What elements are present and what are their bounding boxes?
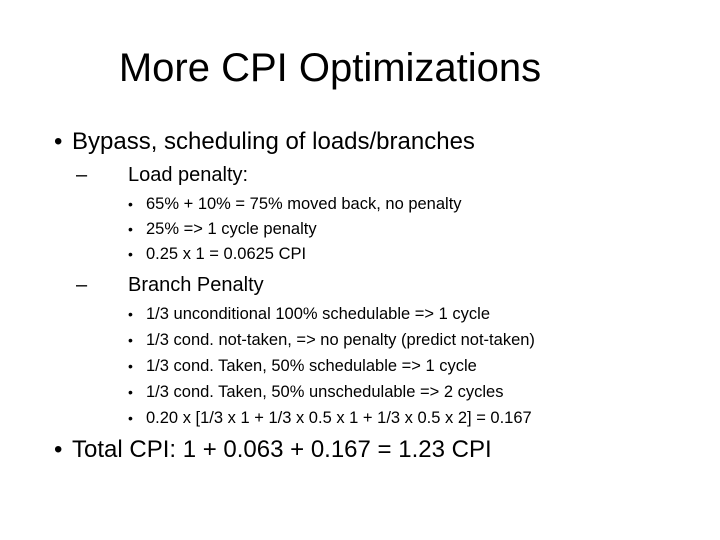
bullet-icon: • (128, 196, 133, 212)
point (128, 303, 490, 325)
bullet-icon: • (128, 221, 133, 237)
bullet-item (54, 127, 475, 157)
point-text: 0.25 x 1 = 0.0625 CPI (146, 245, 307, 263)
bullet-icon: • (128, 358, 133, 374)
bullet-icon: • (128, 410, 133, 426)
sub-item (76, 272, 264, 298)
bullet-text: Bypass, scheduling of loads/branches (72, 128, 475, 155)
sub-item-text: Branch Penalty (128, 274, 264, 296)
dash-icon: – (76, 164, 88, 186)
point-text: 1/3 unconditional 100% schedulable => 1 cycle (146, 305, 490, 323)
point (128, 355, 477, 377)
point-text: 1/3 cond. not-taken, => no penalty (predict not-taken) (146, 331, 535, 349)
dash-icon: – (76, 274, 88, 296)
bullet-icon: • (128, 246, 133, 262)
point (128, 407, 532, 429)
sub-item-text: Load penalty: (128, 164, 249, 186)
point-text: 1/3 cond. Taken, 50% schedulable => 1 cycle (146, 357, 477, 375)
bullet-icon: • (128, 384, 133, 400)
point (128, 381, 504, 403)
bullet-icon: • (54, 436, 63, 463)
point-text: 0.20 x [1/3 x 1 + 1/3 x 0.5 x 1 + 1/3 x 0.5 x 2] = 0.167 (146, 409, 532, 427)
point-text: 1/3 cond. Taken, 50% unschedulable => 2 cycles (146, 383, 504, 401)
bullet-icon: • (54, 128, 63, 155)
point (128, 218, 317, 240)
point-text: 25% => 1 cycle penalty (146, 220, 317, 238)
bullet-item (54, 435, 492, 465)
point (128, 243, 307, 265)
point (128, 329, 535, 351)
sub-item (76, 162, 249, 188)
point-text: 65% + 10% = 75% moved back, no penalty (146, 195, 462, 213)
point (128, 193, 462, 215)
slide-title: More CPI Optimizations (118, 46, 542, 90)
bullet-icon: • (128, 332, 133, 348)
bullet-text: Total CPI: 1 + 0.063 + 0.167 = 1.23 CPI (72, 436, 492, 463)
bullet-icon: • (128, 306, 133, 322)
